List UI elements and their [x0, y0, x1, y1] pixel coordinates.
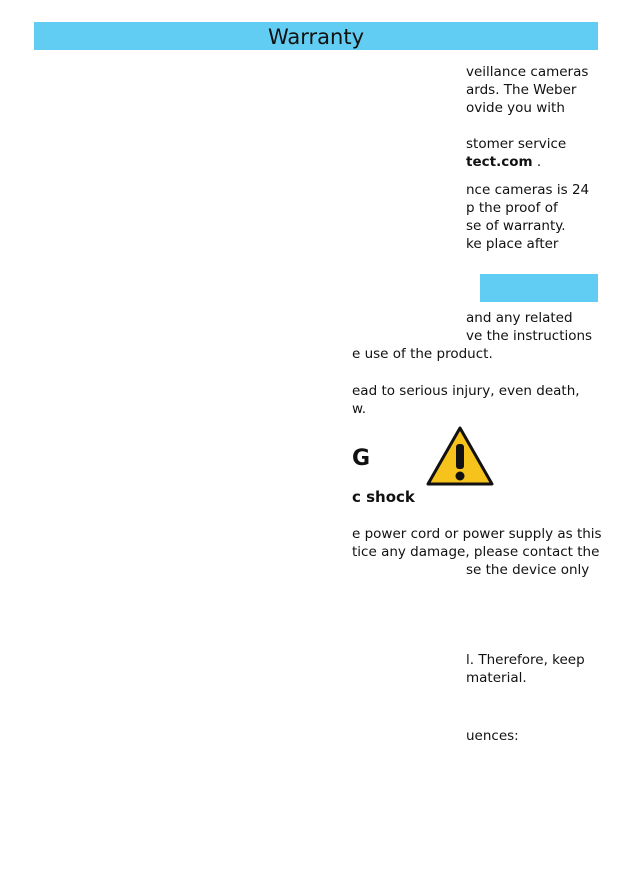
website-period: . [532, 154, 542, 170]
warranty-line-3: ovide you with [466, 100, 565, 116]
website-fragment: tect.com [466, 154, 533, 170]
hazard-line-2: w. [352, 401, 367, 417]
safety-line-1: and any related [466, 310, 573, 326]
hazard-line-1: ead to serious injury, even death, [352, 383, 580, 399]
safety-line-2: ve the instructions [466, 328, 593, 344]
electric-shock-heading-fragment: c shock [352, 488, 415, 506]
shock-line-3: se the device only [466, 562, 590, 578]
occluded-banner-area [34, 274, 480, 302]
occluded-area-top [0, 52, 466, 274]
warranty-line-8: se of warranty. [466, 218, 566, 234]
warning-triangle-icon [425, 425, 495, 487]
warranty-line-4: stomer service [466, 136, 567, 152]
warranty-title: Warranty [267, 25, 365, 49]
shock-line-1: e power cord or power supply as this [352, 526, 602, 542]
warranty-line-9: ke place after [466, 236, 559, 252]
safety-line-3: e use of the product. [352, 346, 493, 362]
consequences-fragment: uences: [466, 728, 519, 744]
warranty-line-2: ards. The Weber [466, 82, 577, 98]
packaging-line-2: material. [466, 670, 527, 686]
warranty-line-1: veillance cameras [466, 64, 589, 80]
warranty-banner [34, 22, 598, 50]
warranty-line-6: nce cameras is 24 [466, 182, 590, 198]
warranty-line-7: p the proof of [466, 200, 558, 216]
packaging-line-1: l. Therefore, keep [466, 652, 585, 668]
warranty-line-5 [466, 153, 541, 171]
shock-line-2: tice any damage, please contact the [352, 544, 600, 560]
warning-heading-fragment: G [352, 446, 371, 471]
